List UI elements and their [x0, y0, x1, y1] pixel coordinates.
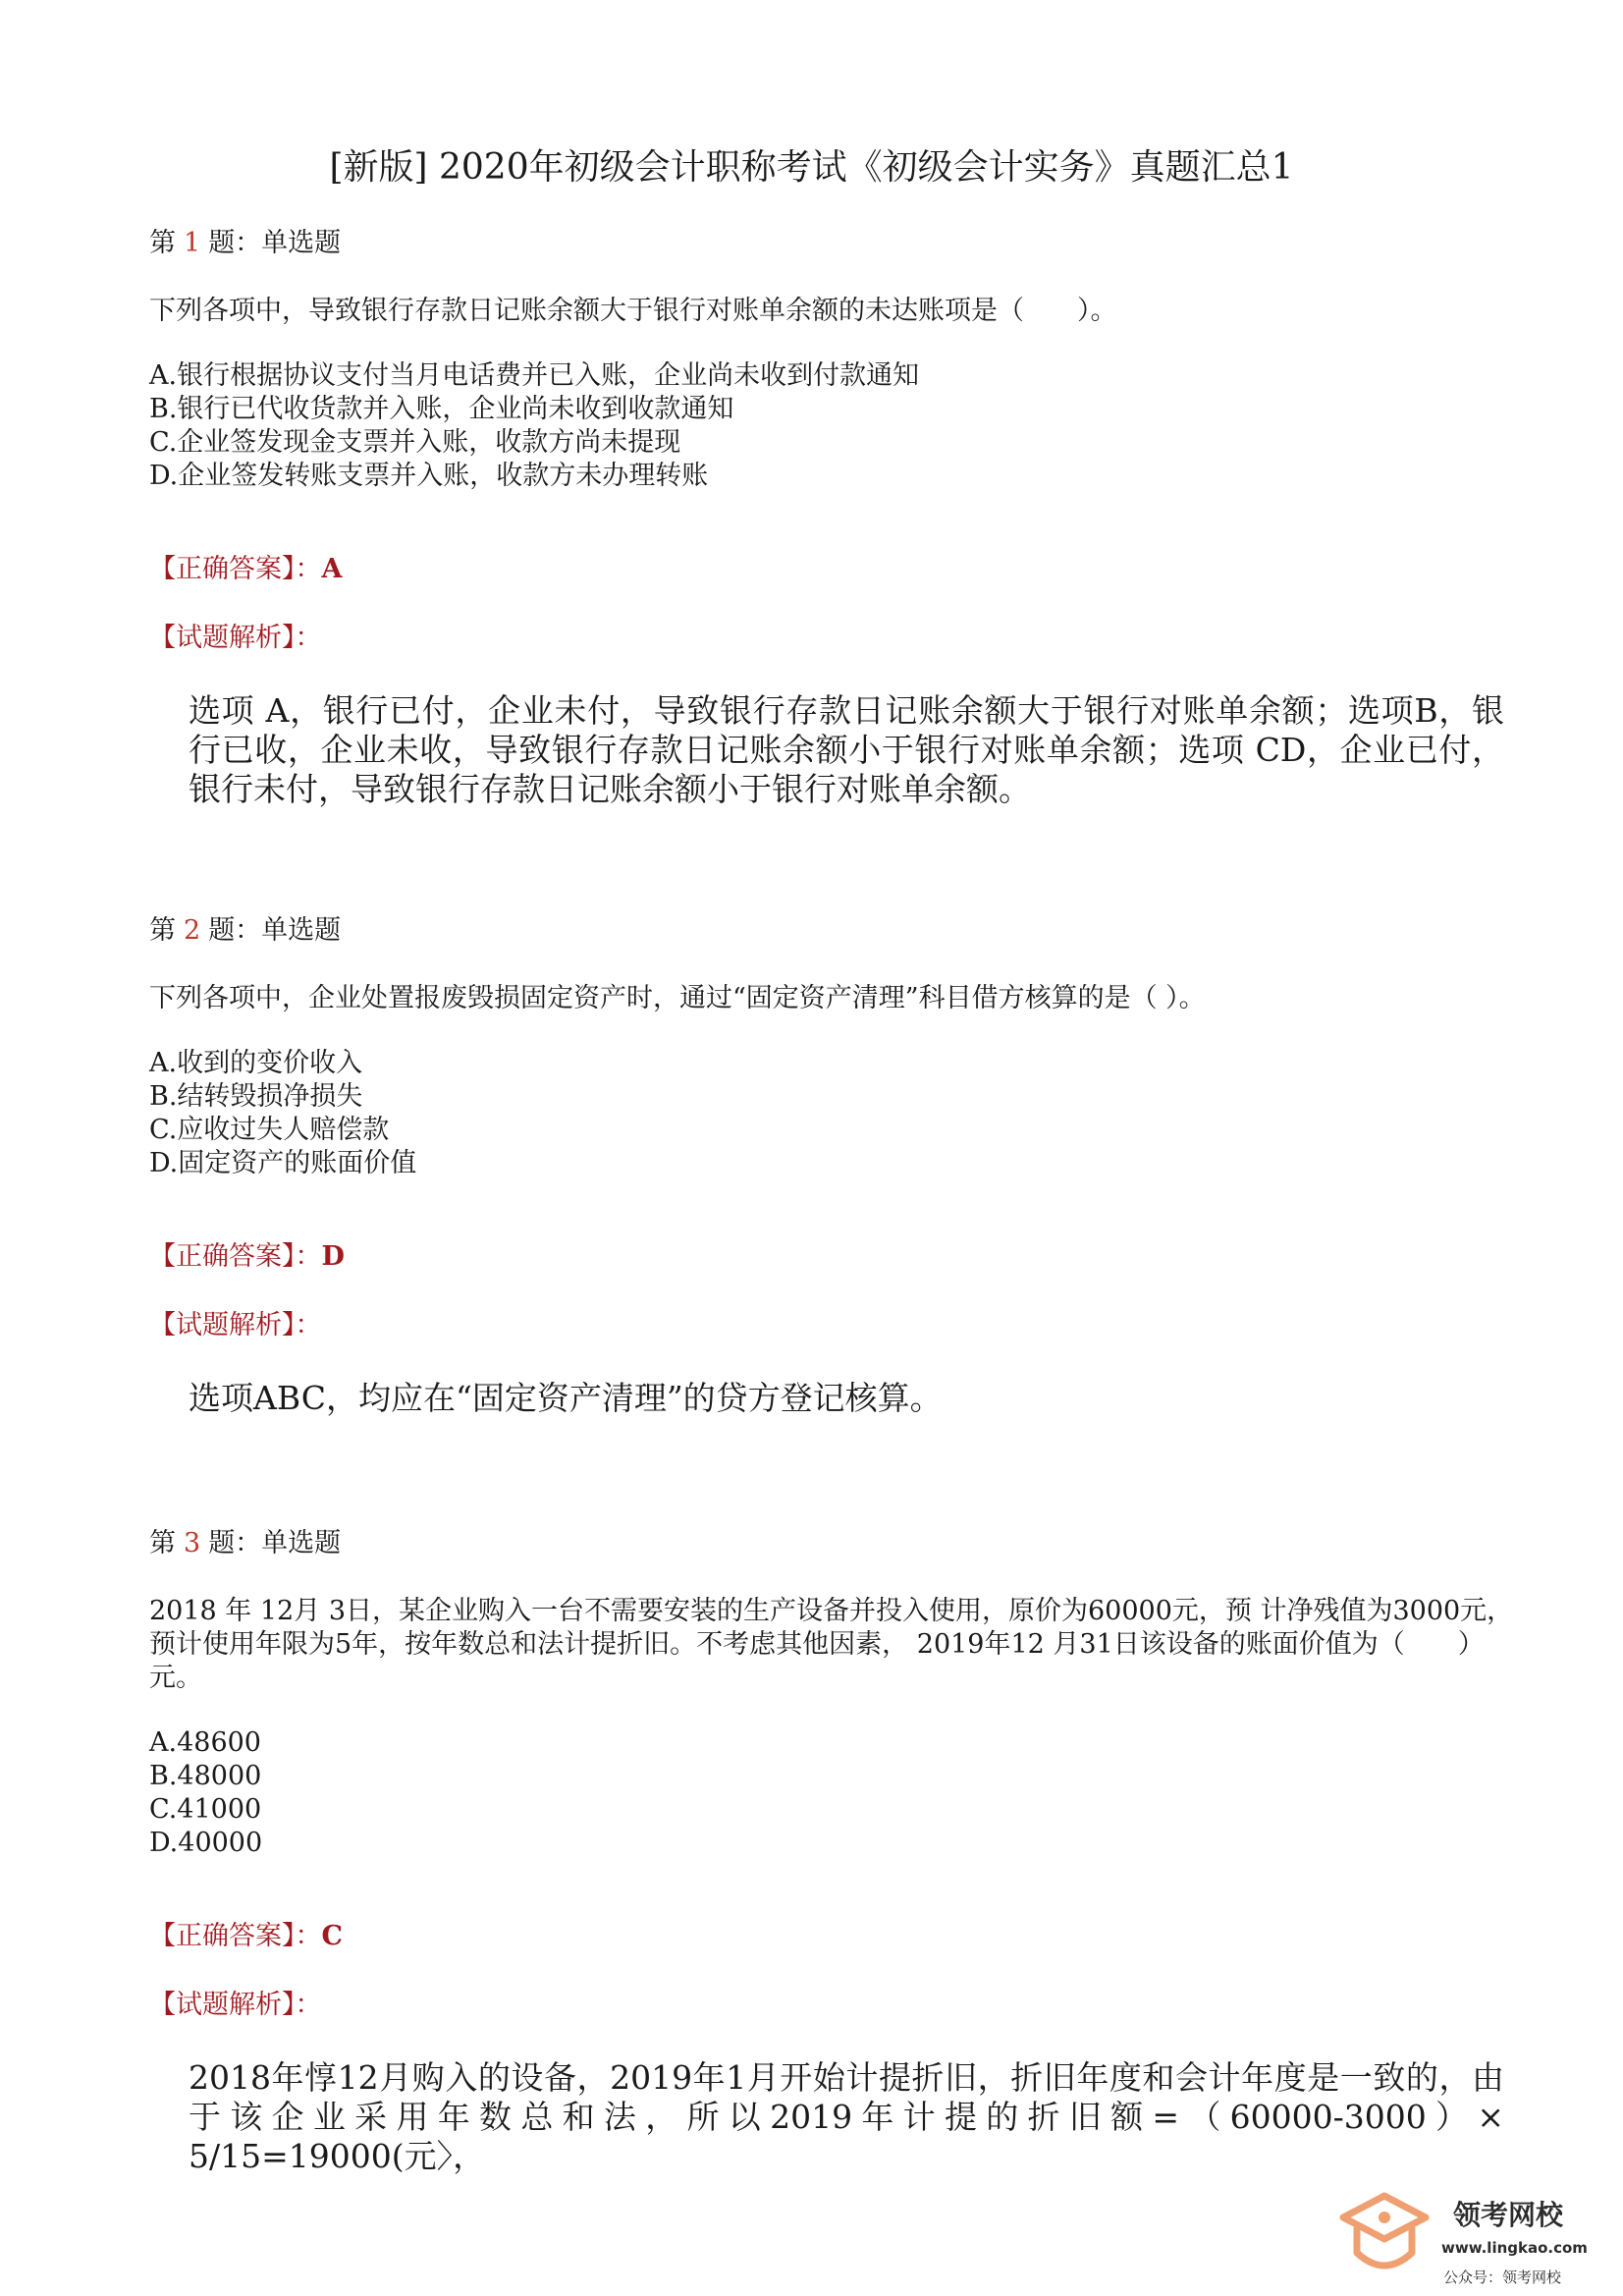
explanation-label: 【试题解析】： [149, 1990, 322, 2020]
explanation-text: 选项ABC，均应在“固定资产清理”的贷方登记核算。 [189, 1379, 943, 1417]
answer-label: 【正确答案】： [149, 554, 322, 584]
question-stem: 下列各项中，导致银行存款日记账余额大于银行对账单余额的未达账项是（ ）。 [149, 296, 1117, 326]
correct-answer [149, 550, 1514, 589]
question-number: 1 [184, 228, 201, 258]
explanation-label: 【试题解析】： [149, 623, 322, 653]
question-header [149, 911, 1514, 951]
question-header [149, 1524, 1514, 1563]
option-d: D.企业签发转账支票并入账，收款方未办理转账 [149, 461, 709, 491]
question-type: 题：单选题 [208, 1528, 342, 1558]
option-c: C.应收过失人赔偿款 [149, 1115, 390, 1145]
option-b: B.48000 [149, 1761, 262, 1791]
answer-value: D [321, 1241, 345, 1272]
option-a: A.48600 [149, 1727, 261, 1758]
brand-url: www.lingkao.com [1441, 2239, 1588, 2257]
option-a: A.银行根据协议支付当月电话费并已入账，企业尚未收到付款通知 [149, 360, 920, 391]
answer-label: 【正确答案】： [149, 1241, 322, 1272]
brand-name: 领考网校 [1453, 2199, 1564, 2231]
explanation-text: 2018年惇12月购入的设备，2019年1月开始计提折旧，折旧年度和会计年度是一致的，由于该企业采用年数总和法，所以2019年计提的折旧额=（60000-3000）× 5/15=19000(元〉， [189, 2058, 1504, 2175]
question-2 [149, 911, 1514, 1418]
question-prefix: 第 [149, 228, 176, 258]
question-stem: 下列各项中，企业处置报废毁损固定资产时，通过“固定资产清理”科目借方核算的是（ ）。 [149, 983, 1206, 1013]
option-d: D.固定资产的账面价值 [149, 1148, 417, 1178]
option-list [149, 1726, 1514, 1860]
option-d: D.40000 [149, 1828, 263, 1858]
brand-public-account: 公众号：领考网校 [1443, 2269, 1562, 2286]
question-prefix: 第 [149, 1528, 176, 1558]
correct-answer [149, 1237, 1514, 1277]
option-list [149, 359, 1514, 493]
question-number: 2 [184, 915, 201, 946]
question-header [149, 224, 1514, 263]
answer-value: C [321, 1921, 343, 1951]
brand-logo [1335, 2188, 1620, 2294]
option-b: B.结转毁损净损失 [149, 1081, 363, 1112]
question-type: 题：单选题 [208, 228, 342, 258]
graduation-cap-icon [1335, 2188, 1434, 2286]
question-3 [149, 1524, 1514, 2176]
option-c: C.41000 [149, 1794, 262, 1825]
answer-value: A [321, 554, 343, 584]
answer-label: 【正确答案】： [149, 1921, 322, 1951]
page-title: [新版] 2020年初级会计职称考试《初级会计实务》真题汇总1 [329, 147, 1294, 188]
option-b: B.银行已代收货款并入账，企业尚未收到收款通知 [149, 394, 734, 424]
option-a: A.收到的变价收入 [149, 1048, 363, 1078]
correct-answer [149, 1917, 1514, 1956]
option-list [149, 1047, 1514, 1180]
explanation-text: 选项 A，银行已付，企业未付，导致银行存款日记账余额大于银行对账单余额；选项B，银行已收，企业未收，导致银行存款日记账余额小于银行对账单余额；选项 CD，企业已付，银行未付，导致银行存款日记账余额小于银行对账单余额。 [189, 691, 1504, 808]
question-number: 3 [184, 1528, 201, 1558]
question-stem: 2018 年 12月 3日，某企业购入一台不需要安装的生产设备并投入使用，原价为60000元，预 计净残值为3000元，预计使用年限为5年，按年数总和法计提折旧。不考虑其他因素， 2019年12 月31日该设备的账面价值为（ ）元。 [149, 1596, 1514, 1693]
question-1 [149, 224, 1514, 809]
option-c: C.企业签发现金支票并入账，收款方尚未提现 [149, 427, 681, 458]
question-type: 题：单选题 [208, 915, 342, 946]
explanation-label: 【试题解析】： [149, 1310, 322, 1340]
question-prefix: 第 [149, 915, 176, 946]
